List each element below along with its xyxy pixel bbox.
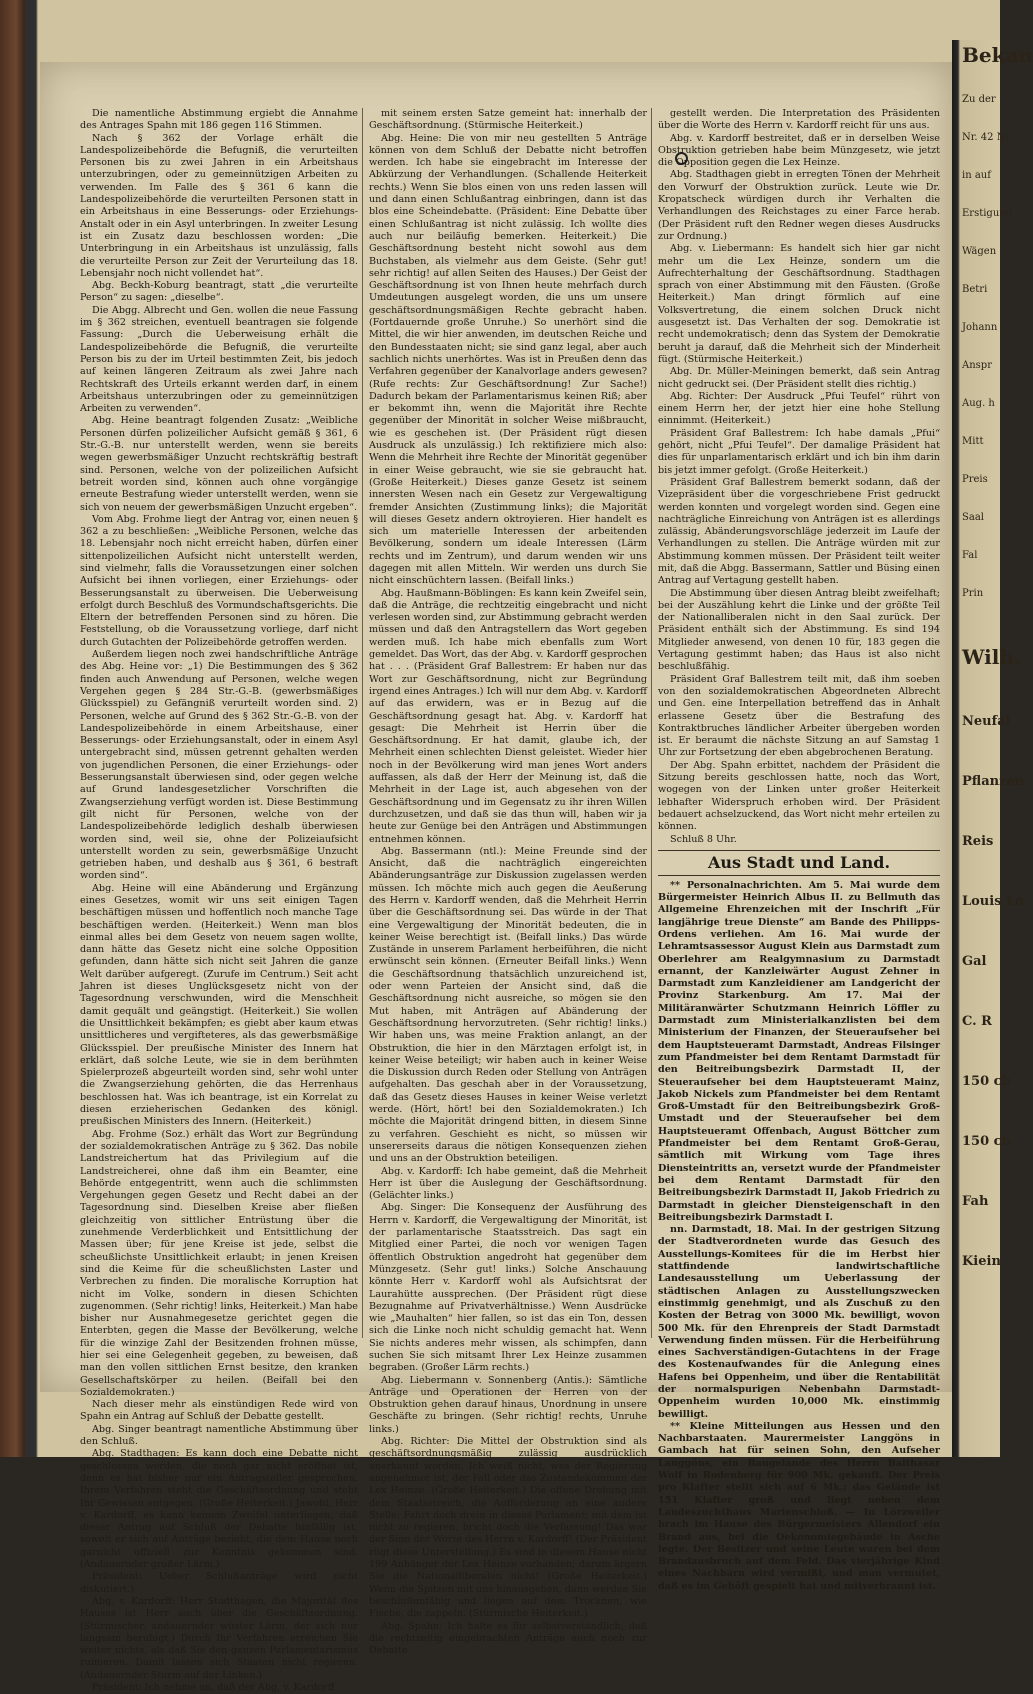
gutter-fragment: Neufal	[962, 714, 1011, 729]
gutter-fragment: Mitt	[962, 436, 984, 447]
paragraph: Abg. Heine will eine Abänderung und Ergänzung eines Gesetzes, womit wir uns seit einigen Tagen beschäftigen müssen und hoffentlich noch manche Tage beschäftigen werden. (Heiterkeit.) Wenn man blos einmal alles bei dem Gesetz von neuem sagen wollte, dann hätte das Gesetz nicht eine solche Opposition gefunden, dann hätte sich nicht seit Jahren die ganze Welt darüber aufgeregt. (Zurufe im Centrum.) Seit acht Jahren ist dieses Unglücksgesetz nicht von der Tagesordnung verschwunden, wird die Menschheit damit gequält und geängstigt. (Heiterkeit.) Sie wollen die Unsittlichkeit bekämpfen; es giebt aber kaum etwas unsittlicheres und vergifteteres, als das gewerbsmäßige Glücksspiel. Der preußische Minister des Innern hat erklärt, daß solche Leute, wie sie in dem berühmten Spielerprozeß abgeurteilt worden sind, sehr wohl unter die Zwangserziehung gehörten, die das Herrenhaus beschlossen hat. Was ich beantrage, ist ein Korrelat zu diesen erzieherischen Gedanken des königl. preußischen Ministers des Innern. (Heiterkeit.)	[80, 882, 358, 1128]
paragraph: Präsident: Ich nehme an, daß der Abg. v. Kardorff	[92, 1682, 335, 1693]
paragraph: Vom Abg. Frohme liegt der Antrag vor, einen neuen § 362 a zu beschließen: „Weibliche Personen, welche das 18. Lebensjahr noch nicht erreicht haben, dürfen einer sittenpolizeilichen Aufsicht nicht unterstellt werden, sind vielmehr, falls die Voraussetzungen einer solchen Aufsicht bei ihnen vorliegen, einer Erziehungs- oder Besserungsanstalt zu überweisen. Die Ueberweisung erfolgt durch Beschluß des Vormundschaftsgerichts. Die Eltern der betreffenden Personen sind zu hören. Die Feststellung, ob die Voraussetzung vorliege, darf nicht durch Gutachten der Polizeibehörde getroffen werden.	[80, 513, 358, 648]
paragraph: gestellt werden. Die Interpretation des Präsidenten über die Worte des Herrn v. Kardorff reicht für uns aus.	[658, 108, 940, 132]
gutter-fragment: 150 cb	[962, 1134, 1011, 1149]
paragraph: Abg. v. Kardorff: Ich habe gemeint, daß die Mehrheit Herr ist über die Auslegung der Geschäftsordnung. (Gelächter links.)	[369, 1165, 647, 1202]
gutter-fragment: Erstigung	[962, 208, 1013, 219]
paragraph: Abg. Stadthagen giebt in erregten Tönen der Mehrheit den Vorwurf der Obstruktion zurück. Leute wie Dr. Kropatscheck würdigen durch ihr Verhalten die Verhandlungen des Reichstages zu einer Farce herab. (Der Präsident ruft den Redner wegen dieses Ausdrucks zur Ordnung.)	[658, 169, 940, 242]
gutter-fragment: Louis Lo	[962, 894, 1024, 909]
paragraph: Abg. v. Liebermann: Es handelt sich hier gar nicht mehr um die Lex Heinze, sondern um die Aufrechterhaltung der Geschäftsordnung. Stadthagen sprach von einer Abstimmung mit den Fäusten. (Große Heiterkeit.) Man dringt förmlich auf eine Volksvertretung, die einem solchen Druck nicht ausgesetzt ist. Das Verhalten der sog. Demokratie ist recht undemokratisch; denn das System der Demokratie beruht ja darauf, daß die Mehrheit sich der Minderheit fügt. (Stürmische Heiterkeit.)	[658, 243, 940, 365]
gutter-fragment: Prin	[962, 588, 984, 599]
gutter-fragment: Fal	[962, 550, 978, 561]
paragraph: Abg. v. Kardorff: Herr Stadthagen, die Majorität des Hauses ist Herr auch über die Geschäftsordnung. (Stürmischer, andauernder wüster Lärm, der sich nur langsam beruhigt.) Durch Ihr Verfahren erreichen Sie weiter nichts, als daß Sie den ganzen Parlamentarismus ruinieren. Damit lassen sich Staaten nicht regieren. (Andauernder Sturm auf der Linken.)	[80, 1595, 358, 1681]
gutter-fragment: Kiein	[962, 1254, 1001, 1269]
paragraph: Abg. Bassermann (ntl.): Meine Freunde sind der Ansicht, daß die nachträglich eingereichten Abänderungsanträge zur Diskussion zugelassen werden müssen. Ich möchte mich auch gegen die Aeußerung des Herrn v. Kardorff wenden, daß die Mehrheit Herrin über die Geschäftsordnung sei. Das würde in der That eine Vergewaltigung der Minorität bedeuten, die in keiner Weise berechtigt ist. (Beifall links.) Das würde Zustände in unserem Parlament herbeiführen, die nicht erwünscht sein können. (Erneuter Beifall links.) Wenn die Geschäftsordnung thatsächlich unzureichend ist, oder wenn Parteien der Ansicht sind, daß die Geschäftsordnung nicht ausreiche, so mögen sie den Mut haben, mit Anträgen auf Abänderung der Geschäftsordnung hervorzutreten. (Sehr richtig! links.) Wir haben uns, was meine Fraktion anlangt, an der Obstruktion, die hier in den Märztagen erfolgt ist, in keiner Weise beteiligt; wir haben auch in keiner Weise die Diskussion durch Reden oder Stellung von Anträgen aufgehalten. Das geschah aber in der Voraussetzung, daß das Gesetz dieses Hauses in keiner Weise verletzt werde. (Hört, hört! bei den Sozialdemokraten.) Ich möchte die Majorität dringend bitten, in diesem Sinne zu verfahren. Geschieht es nicht, so müssen wir unsererseits daraus die nötigen Konsequenzen ziehen und uns an der Obstruktion beteiligen.	[369, 845, 647, 1165]
gutter-fragment: in auf	[962, 170, 991, 181]
gutter-fragment: Johann	[962, 322, 998, 333]
gutter-fragment: Wägen	[962, 246, 997, 257]
paragraph: Schluß 8 Uhr.	[670, 833, 737, 845]
paragraph: Die Abstimmung über diesen Antrag bleibt zweifelhaft; bei der Auszählung kehrt die Linke und der größte Teil der Nationalliberalen nicht in den Saal zurück. Der Präsident enthält sich der Abstimmung. Es sind 194 Mitglieder anwesend, von denen 10 für, 183 gegen die Vertagung gestimmt haben; das Haus ist also nicht beschlußfähig.	[658, 587, 940, 673]
local-news	[658, 880, 940, 1593]
paragraph: Abg. Singer beantragt namentliche Abstimmung über den Schluß.	[80, 1423, 358, 1448]
gutter-fragment: Reis	[962, 834, 994, 849]
gutter-fragment: Saal	[962, 512, 984, 523]
paragraph: Abg. Heine: Die von mir neu gestellten 5 Anträge können von dem Schluß der Debatte nicht betroffen werden. Ich habe sie eingebracht im Interesse der Abkürzung der Verhandlungen. (Schallende Heiterkeit rechts.) Wenn Sie blos einen von uns reden lassen will und dann einen Schlußantrag einbringen, dann ist das blos eine Scheindebatte. (Präsident: Eine Debatte über einen Schlußantrag ist nicht zulässig. Ich wollte dies auch nur beiläufig bemerken. Heiterkeit.) Die Geschäftsordnung besteht nicht sowohl aus dem Buchstaben, als vielmehr aus dem Geiste. (Sehr gut! sehr richtig! auf allen Seiten des Hauses.) Der Geist der Geschäftsordnung ist von Ihnen heute mehrfach durch Umdeutungen ausgelegt worden, die uns um unsere geschäftsordnungsmäßigen Rechte gebracht haben. (Fortdauernde große Unruhe.) So unerhört sind die Mittel, die wir hier anwenden, im deutschen Reiche und den Bundesstaaten nicht; sie sind ganz legal, aber auch sachlich nichts unerhörtes. Was ist in Preußen denn das Verfahren gegenüber der Kanalvorlage anders gewesen? (Rufe rechts: Zur Geschäftsordnung! Zur Sache!) Dadurch bekam der Parlamentarismus keinen Riß; aber er bekommt ihn, wenn die Majorität ihre Rechte gegenüber der Minorität in solcher Weise mißbraucht, wie es geschehen ist. (Der Präsident rügt diesen Ausdruck als unzulässig.) Ich rektifiziere mich also: Wenn die Mehrheit ihre Rechte der Minorität gegenüber in einer Weise gebraucht, wie sie sie gebraucht hat. (Große Heiterkeit.) Dieses ganze Gesetz ist seinem innersten Wesen nach ein Gesetz zur Vergewaltigung fremder Ansichten (Zustimmung links); die Majorität will dieses Gesetz andern oktroyieren. Hier handelt es sich um materielle Interessen der arbeitenden Bevölkerung, sondern um ideale Interessen (Lärm rechts und im Zentrum), und darum wenden wir uns dagegen mit allen Mitteln. Wir werden uns durch Sie nicht einschüchtern lassen. (Beifall links.)	[369, 132, 647, 587]
paragraph: Abg. Haußmann-Böblingen: Es kann kein Zweifel sein, daß die Anträge, die rechtzeitig eingebracht und nicht verlesen worden sind, zur Abstimmung gebracht werden müssen und daß den Antragstellern das Wort gegeben werden muß. Ich habe mich ebenfalls zum Wort gemeldet. Das Wort, das der Abg. v. Kardorff gesprochen hat . . . (Präsident Graf Ballestrem: Er haben nur das Wort zur Geschäftsordnung, nicht zur Begründung irgend eines Antrages.) Ich will nur dem Abg. v. Kardorff auf das erwidern, was er in Bezug auf die Geschäftsordnung gesagt hat. Abg. v. Kardorff hat gesagt: Die Mehrheit ist Herrin über die Geschäftsordnung. Er hat damit, glaube ich, der Mehrheit einen schlechten Dienst geleistet. Wieder hier noch in der Bevölkerung wird man jenes Wort anders auffassen, als daß der Herr der Meinung ist, daß die Mehrheit in der Lage ist, auch abgesehen von der Geschäftsordnung und im Gegensatz zu ihr ihren Willen durchzusetzen, und daß sie das thun will, haben wir ja heute zur Genüge bei den Anträgen und Abstimmungen entnehmen können.	[369, 587, 647, 845]
section-heading: Aus Stadt und Land.	[658, 850, 940, 876]
paragraph: Abg. Heine beantragt folgenden Zusatz: „Weibliche Personen dürfen polizeilicher Aufsicht gemäß § 361, 6 Str.-G.-B. nur unterstellt werden, wenn sie bereits wegen gewerbsmäßiger Unzucht rechtskräftig bestraft sind. Personen, welche von der polizeilichen Aufsicht betreit worden sind, können auch ohne vorgängige erneute Bestrafung wieder unterstellt werden, wenn sie sich von neuem der gewerbsmäßigen Unzucht ergeben“.	[80, 415, 358, 513]
paragraph: Abg. Richter: Der Ausdruck „Pfui Teufel“ rührt von einem Herrn her, der jetzt hier eine hohe Stellung einnimmt. (Heiterkeit.)	[658, 390, 940, 427]
gutter-fragment: Preis	[962, 474, 988, 485]
gutter-fragment: Aug. h	[962, 398, 995, 409]
gutter-fragment: Anspr	[962, 360, 992, 371]
gutter-fragment: Bekan	[962, 43, 1033, 67]
paragraph: Außerdem liegen noch zwei handschriftliche Anträge des Abg. Heine vor: „1) Die Bestimmungen des § 362 finden auch Anwendung auf Personen, welche wegen Vergehen gegen § 284 Str.-G.-B. (gewerbsmäßiges Glücksspiel) zu Gefängniß verurteilt worden sind. 2) Personen, welche auf Grund des § 362 Str.-G.-B. von der Landespolizeibehörde in einem Arbeitshause, einer Besserungs- oder Erziehungsanstalt, oder in einem Asyl untergebracht sind, müssen getrennt gehalten werden von jugendlichen Personen, die einer Erziehungs- oder Besserungsanstalt überwiesen sind, oder gegen welche auf Grund landesgesetzlicher Vorschriften die Zwangserziehung verfügt worden ist. Diese Bestimmung gilt nicht für Personen, welche von der Landespolizeibehörde lediglich deshalb überwiesen worden sind, weil sie, ohne der Polizeiaufsicht unterstellt worden zu sein, gewerbsmäßige Unzucht getrieben haben, und deshalb aus § 361, 6 bestraft worden sind“.	[80, 649, 358, 882]
paragraph: Abg. Singer: Die Konsequenz der Ausführung des Herrn v. Kardorff, die Vergewaltigung der Minorität, ist der parlamentarische Staatsstreich. Das sagt ein Mitglied einer Partei, die noch vor wenigen Tagen öffentlich Obstruktion angedroht hat gegenüber dem Münzgesetz. (Sehr gut! links.) Solche Anschauung könnte Herr v. Kardorff wohl als Aufsichtsrat der Laurahütte aussprechen. (Der Präsident rügt diese Bezugnahme auf Privatverhältnisse.) Wenn Ausdrücke wie „Mauhalten“ hier fallen, so ist das ein Ton, dessen sich die Linke noch nicht schuldig gemacht hat. Wenn Sie nichts anderes mehr wissen, als schimpfen, dann suchen Sie sich mitsamt Ihrer Lex Heinze zusammen begraben. (Großer Lärm rechts.)	[369, 1202, 647, 1374]
column-divider	[362, 108, 363, 1338]
paragraph: Die namentliche Abstimmung ergiebt die Annahme des Antrages Spahn mit 186 gegen 116 Stimmen.	[80, 108, 358, 132]
column-divider	[651, 108, 652, 1338]
paragraph: Präsident Graf Ballestrem: Ich habe damals „Pfui“ gehört, nicht „Pfui Teufel“. Der damalige Präsident hat dies für unparlamentarisch erklärt und ich bin ihm darin bis jetzt immer gefolgt. (Große Heiterkeit.)	[658, 427, 940, 476]
paragraph: Der Abg. Spahn erbittet, nachdem der Präsident die Sitzung bereits geschlossen hatte, noch das Wort, wogegen von der Linken unter großer Heiterkeit lebhafter Widerspruch erhoben wird. Der Präsident bedauert achselzuckend, das Wort nicht mehr erteilen zu können.	[658, 759, 940, 833]
gutter-fragment: Nr. 42 Nr.	[962, 132, 1013, 143]
column-left	[80, 108, 358, 1693]
paragraph: Abg. Dr. Müller-Meiningen bemerkt, daß sein Antrag nicht gedruckt sei. (Der Präsident stellt dies richtig.)	[658, 366, 940, 390]
paragraph: Abg. Richter: Die Mittel der Obstruktion sind als geschäftsordnungsmäßig zulässig ausdrücklich anerkannt worden. Ich weiß nicht, was der Regierung angenehmer ist, der Fall oder das Zustandekommen der Lex Heinze. (Große Heiterkeit.) Die offene Drohung mit dem Staatsstreich, die Aufforderung an eine andere Stelle: Fahrt doch drein in dieses Parlament; mit dem ist nicht zu regieren, bricht doch die Verfassung! Das war der Sinn der Worte des Herrn v. Kardorff! (Der Präsident rügt diese Unterstellung.) Es sind in diesem Hause nicht 199 Anhänger der Lex Heinze vorhanden; darum ärgern Sie die Nationalliberalen nicht! (Große Heiterkeit.) Wenn die Spitzen mit uns hinausgehen, dann werden Sie beschlußunfähig und liegen auf dem Trocknen, wie Fische, die zappeln. (Stürmische Heiterkeit.)	[369, 1436, 647, 1620]
paragraph: Abg. Liebermann v. Sonnenberg (Antis.): Sämtliche Anträge und Operationen der Herren von der Obstruktion gehen darauf hinaus, Unordnung in unsere Geschäfte zu bringen. (Sehr richtig! rechts, Unruhe links.)	[369, 1374, 647, 1435]
gutter-fragment: Pflanzen	[962, 774, 1025, 789]
gutter-fragment: Gal	[962, 954, 987, 969]
gutter-fragment: Fah	[962, 1194, 989, 1209]
paragraph: mit seinem ersten Satze gemeint hat: innerhalb der Geschäftsordnung. (Stürmische Heiterkeit.)	[369, 108, 647, 132]
gutter-fragment: Betri	[962, 284, 988, 295]
gutter-fragment: C. R	[962, 1014, 992, 1029]
paragraph: Die Abgg. Albrecht und Gen. wollen die neue Fassung im § 362 streichen, eventuell beantragen sie folgende Fassung: „Durch die Ueberweisung erhält die Landespolizeibehörde die Befugniß, die verurteilte Person bis zu der im Urteil bestimmten Zeit, bis jedoch auf keinen längeren Zeitraum als zwei Jahre nach Rechtskraft des Urteils erkannt werden darf, in einem Arbeitshaus unterzubringen oder zu gemeinnützigen Arbeiten zu verwenden“.	[80, 304, 358, 415]
paragraph: Präsident Graf Ballestrem teilt mit, daß ihm soeben von den sozialdemokratischen Abgeordneten Albrecht und Gen. eine Interpellation betreffend das in Anhalt erlassene Gesetz über die Bestrafung des Kontraktbruches ländlicher Arbeiter übergeben worden ist. Er beraumt die nächste Sitzung an auf Samstag 1 Uhr zur Fortsetzung der eben abgebrochenen Beratung.	[658, 673, 940, 759]
paragraph: Nach § 362 der Vorlage erhält die Landespolizeibehörde die Befugniß, die verurteilten Personen bis zu zwei Jahren in ein Arbeitshaus unterzubringen, oder zu gemeinnützigen Arbeiten zu verwenden. Im Falle des § 361 6 kann die Landespolizeibehörde die verurteilten Personen statt in ein Arbeitshaus in eine Besserungs- oder Erziehungs-Anstalt oder in ein Asyl unterbringen. In zweiter Lesung ist ein Zusatz dazu beschlossen worden: „Die Unterbringung in ein Arbeitshaus ist unzulässig, falls die verurteilte Person zur Zeit der Verurteilung das 18. Lebensjahr noch nicht vollendet hat“.	[80, 132, 358, 279]
paragraph: Präsident: Ueber Schlußanträge wird nicht diskutiert.)	[80, 1571, 358, 1595]
paragraph: Nach dieser mehr als einstündigen Rede wird von Spahn ein Antrag auf Schluß der Debatte gestellt.	[80, 1399, 358, 1423]
paragraph: Abg. Frohme (Soz.) erhält das Wort zur Begründung der sozialdemokratischen Anträge zu § 362. Das nobile Landstreichertum hat das Privilegium auf die Landstreicherei, ohne daß ihm ein Beamter, eine Behörde entgegentritt, wenn auch die schlimmsten Vergehungen gegen Gesetz und Recht dabei an der Tagesordnung sind. Dieselben Kreise aber fließen gleichzeitig von sittlicher Entrüstung über die zunehmende Verderblichkeit und Entsittlichung der Massen über; für jene Kreise ist jede, selbst die scheußlichste Unsittlichkeit erlaubt; in jenen Kreisen sind die Keime für die scheußlichsten Laster und Verbrechen zu finden. Die moralische Korruption hat nicht im Volke, sondern in diesen Schichten zugenommen. (Sehr richtig! links, Heiterkeit.) Man habe bisher nur Ausnahmegesetze gerichtet gegen die Enterbten, gegen die Masse der Bevölkerung, welche für die winzige Zahl der Besitzenden frohnen müsse, hier sei eine Gelegenheit gegeben, zu beweisen, daß man den vollen sittlichen Ernst besitze, den kranken Gesellschaftskörper zu heilen. (Beifall bei den Sozialdemokraten.)	[80, 1128, 358, 1398]
gutter-fragment: 150 cb	[962, 1074, 1011, 1089]
paragraph: ** Personalnachrichten. Am 5. Mai wurde dem Bürgermeister Heinrich Albus II. zu Bellmuth das Allgemeine Ehrenzeichen mit der Inschrift „Für langjährige treue Dienste“ am Bande des Philipps-Ordens verliehen. Am 16. Mai wurde der Lehramtsassessor August Klein aus Darmstadt zum Oberlehrer am Realgymnasium zu Darmstadt ernannt, der Kanzleiwärter August Zehner in Darmstadt zum Kanzleidiener am Landgericht der Provinz Starkenburg. Am 17. Mai der Militäranwärter Schutzmann Heinrich Löffler zu Darmstadt zum Ministerialkanzlisten bei dem Ministerium der Finanzen, der Steueraufseher bei dem Hauptsteueramt Darmstadt, Andreas Filsinger zum Pfandmeister bei dem Rentamt Darmstadt für den Beitreibungsbezirk Darmstadt II, der Steueraufseher bei dem Hauptsteueramt Mainz, Jakob Nickels zum Pfandmeister bei dem Rentamt Groß-Umstadt für den Beitreibungsbezirk Groß-Umstadt und der Steueraufseher bei dem Hauptsteueramt Offenbach, August Böttcher zum Pfandmeister bei dem Rentamt Groß-Gerau, sämtlich mit Wirkung vom Tage ihres Diensteintritts an, versetzt wurde der Pfandmeister bei dem Rentamt Darmstadt für den Beitreibungsbezirk Darmstadt II, Jakob Friedrich zu Darmstadt in gleicher Diensteigenschaft in den Beitreibungsbezirk Darmstadt I.	[658, 879, 941, 1223]
column-middle	[369, 108, 647, 1657]
paragraph: nn. Darmstadt, 18. Mai. In der gestrigen Sitzung der Stadtverordneten wurde das Gesuch des Ausstellungs-Komitees für die im Herbst hier stattfindende landwirtschaftliche Landesausstellung um Ueberlassung der städtischen Anlagen zu Ausstellungszwecken einstimmig genehmigt, und als Zuschuß zu den Kosten der Betrag von 3000 Mk. bewilligt, wovon 500 Mk. für den Ehrenpreis der Stadt Darmstadt Verwendung finden müssen. Für die Herbeiführung eines Sachverständigen-Gutachtens in der Frage des Kostenaufwandes für die Anlegung eines Hafens bei Oppenheim, und über die Rentabilität der normalspurigen Nebenbahn Darmstadt-Oppenheim wurden 10,000 Mk. einstimmig bewilligt.	[658, 1224, 940, 1420]
paragraph: Abg. Stadthagen: Es kann doch eine Debatte nicht geschlossen werden, die noch gar nicht eröffnet ist, denn es hat bisher nur ein Antragsteller gesprochen. Ihrem Verfahren steht die Geschäftsordnung und steht Ihr Gewissen entgegen. (Große Heiterkeit.) Jawohl, Herr v. Kardorff, es kann keinem Zweifel unterliegen, daß dieser Antrag auf Schluß der Debatte hinfällig ist, soweit er sich auf Anträge bezieht, die dem Hause noch garnicht offiziell zur Kenntnis gekommen sind. (Andauernder großer Lärm.)	[80, 1448, 358, 1571]
adjacent-page-edge	[952, 40, 1033, 1457]
paragraph: Abg. Spahn: Ich halte es für selbstverständlich, daß die rechtzeitig eingebrachten Anträge auch noch zur Debatte	[369, 1620, 647, 1657]
column-right	[658, 108, 941, 1592]
paragraph: Präsident Graf Ballestrem bemerkt sodann, daß der Vizepräsident über die vorgeschriebene Frist gedruckt werden konnten und vorgelegt worden sind. Gegen eine nachträgliche Einreichung von Anträgen ist es allerdings zulässig, Abänderungsvorschläge jederzeit im Laufe der Verhandlungen zu stellen. Die Anträge würden mit zur Abstimmung kommen müssen. Der Präsident teilt weiter mit, daß die Abgg. Bassermann, Sattler und Büsing einen Antrag auf Vertagung gestellt haben.	[658, 476, 940, 587]
gutter-fragment: Wilh.	[962, 645, 1021, 669]
paragraph: Abg. v. Kardorff bestreitet, daß er in derselben Weise Obstruktion getrieben habe beim Münzgesetz, wie jetzt die Opposition gegen die Lex Heinze.	[658, 132, 940, 169]
gutter-fragment: Zu der	[962, 94, 996, 105]
paragraph: Abg. Beckh-Koburg beantragt, statt „die verurteilte Person“ zu sagen: „dieselbe“.	[80, 280, 358, 304]
paragraph: ** Kleine Mitteilungen aus Hessen und den Nachbarstaaten. Maurermeister Langgöns in Gambach hat für seinen Sohn, den Aufseher Langgöns, ein Baugelände des Herrn Balthasar Wolf in Rodenberg für 900 Mk. gekauft. Der Preis pro Klafter stellt sich auf 6 Mk.; das Gelände ist 151 Klafter groß und liegt neben dem Landeszuchthaus Marienschloß. — In Lörzweiler brach im Hause des Bürgermeisters Allendorf ein Brand aus, bei die Oekonomiegebäude in Asche legte. Der Besitzer und seine Leute waren bei dem Brandausbruch auf dem Feld. Das vierjährige Kind eines Nachbarn wird vermißt, und man vermutet, daß es im Gehöft gespielt hat und mitverbrannt ist.	[658, 1420, 940, 1592]
